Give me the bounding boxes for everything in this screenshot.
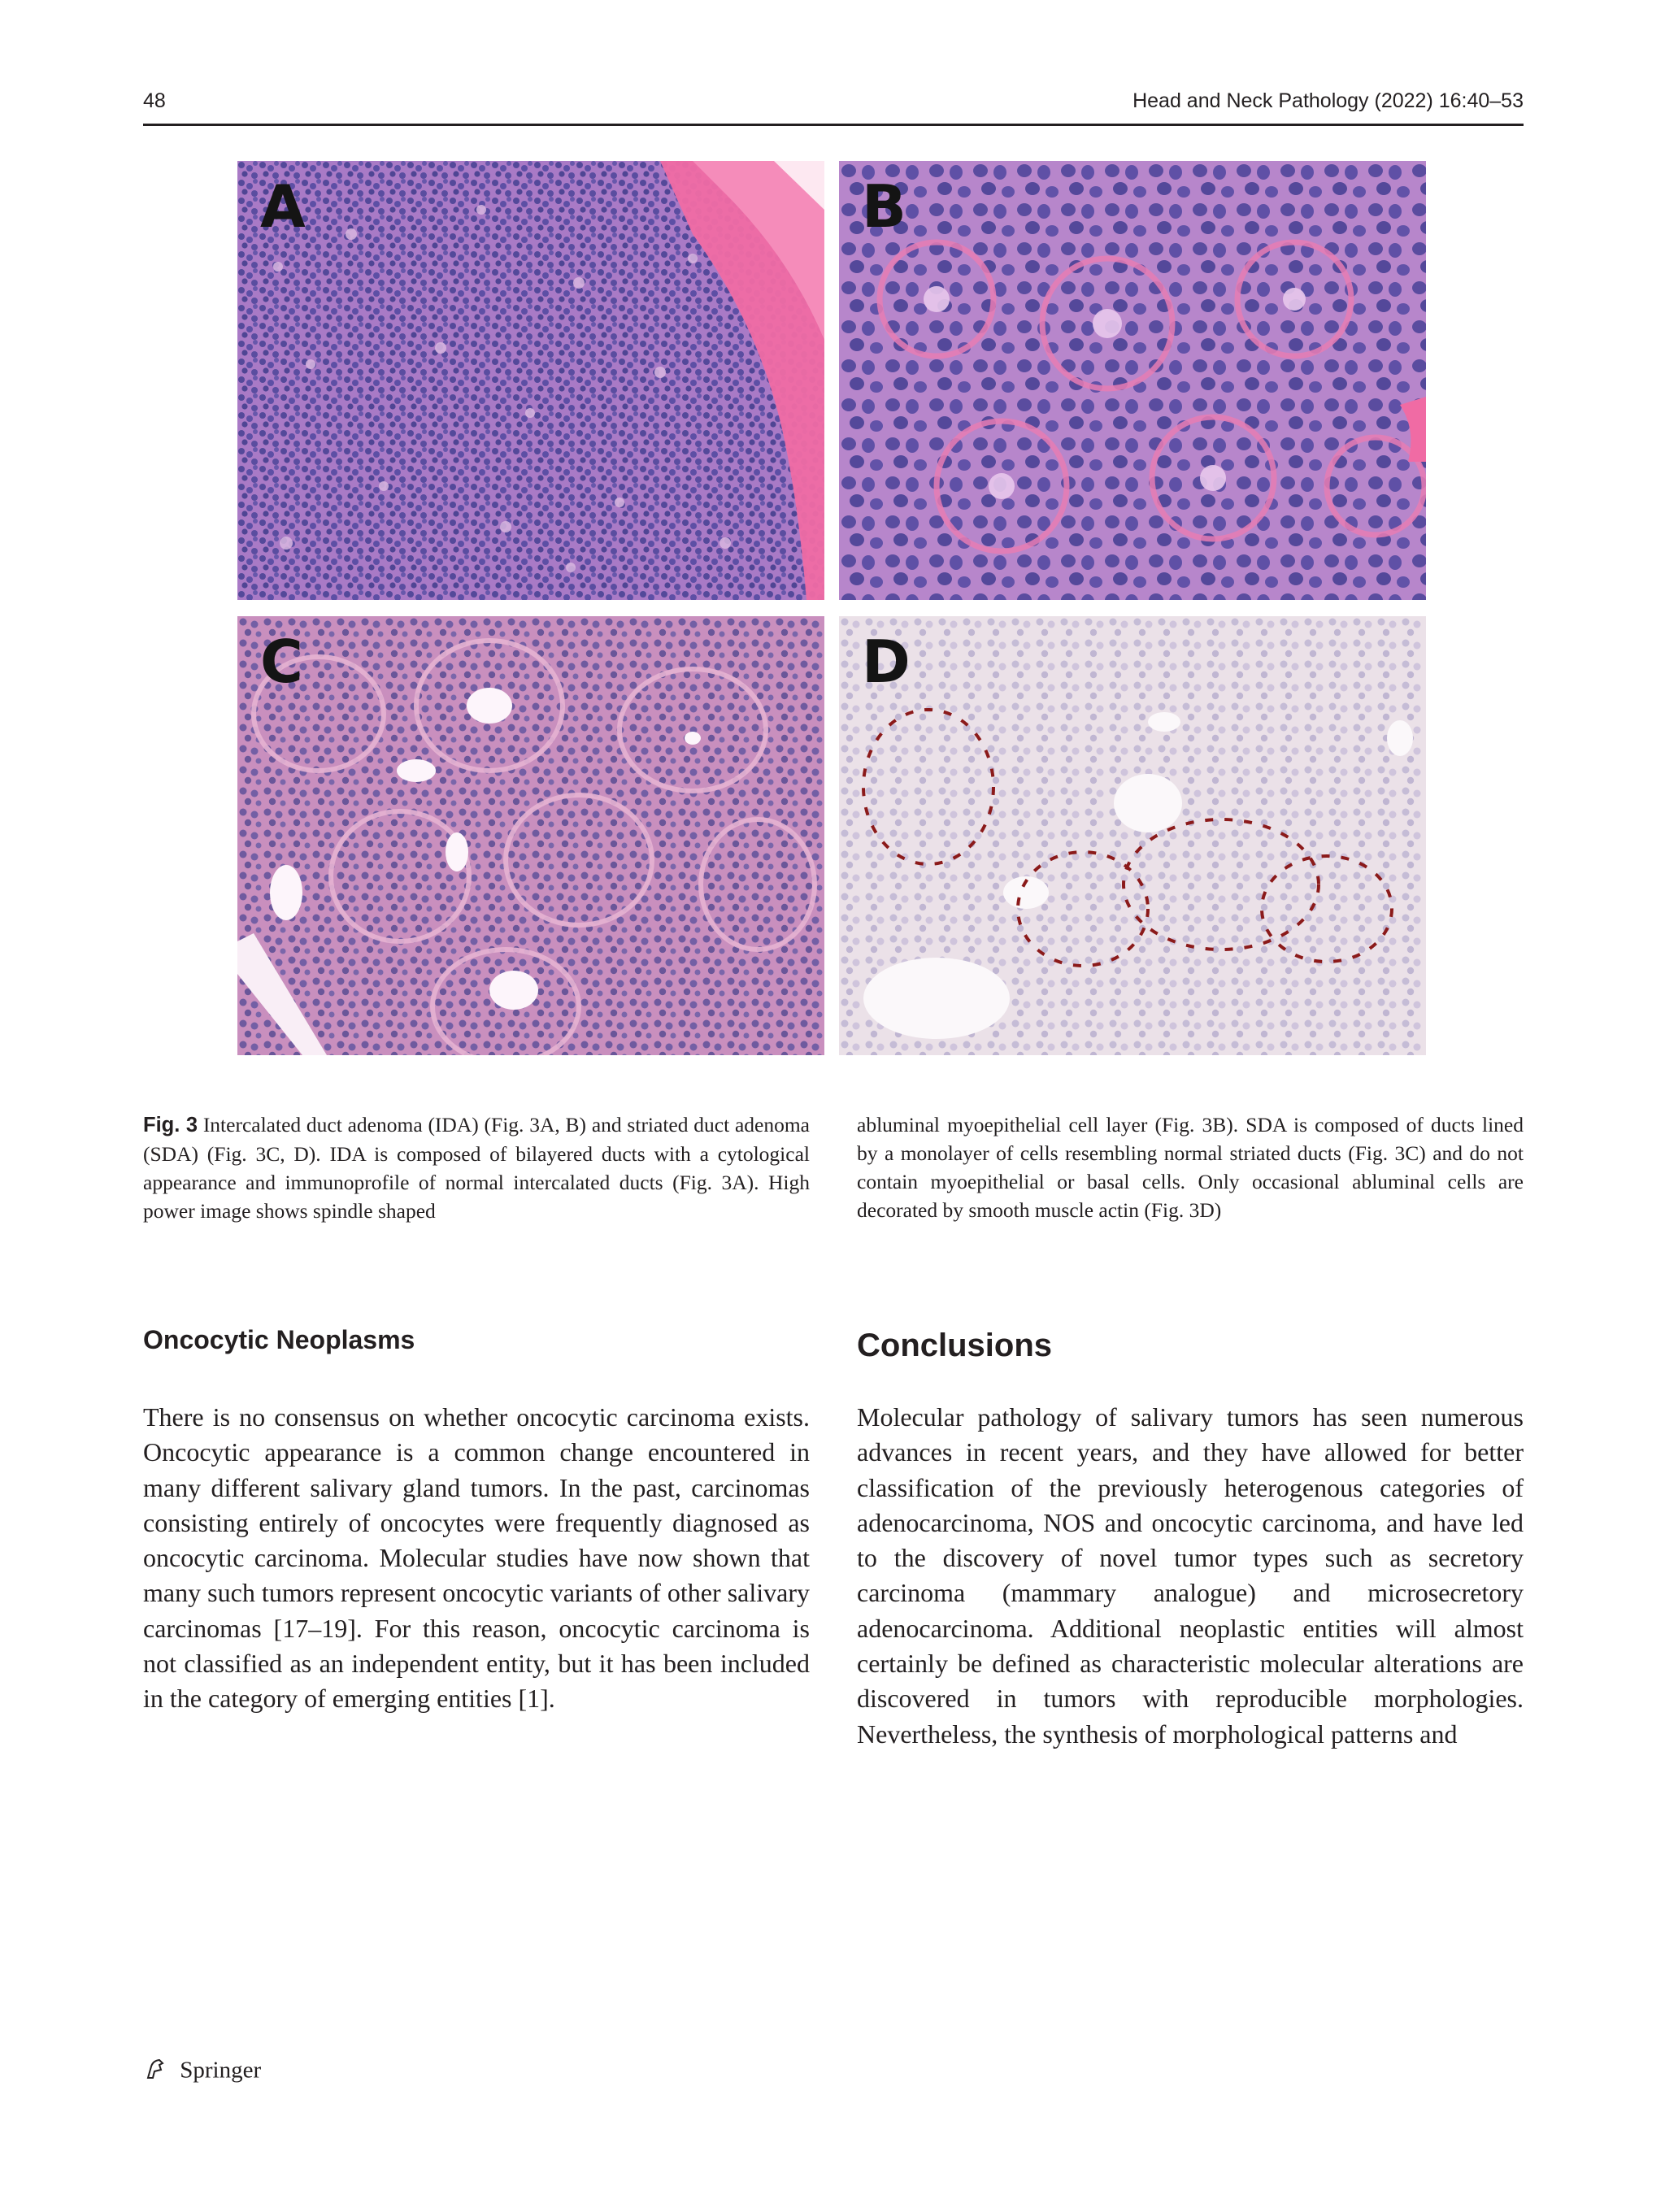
header-rule <box>143 124 1524 126</box>
panel-label-d: D <box>862 628 911 696</box>
figure-caption-text-right: abluminal myoepithelial cell layer (Fig. 3B). SDA is composed of ducts lined by a monolayer of cells resembling normal striated ducts (Fig. 3C) and do not contain myoepithelial or basal cells. Only occasional abluminal cells are decorated by smooth muscle actin (Fig. 3D) <box>857 1113 1524 1222</box>
section-body-conclusions: Molecular pathology of salivary tumors has seen numerous advances in recent years, and they have allowed for better classification of the previously heterogenous categories of adenocarcinoma, NOS and oncocytic carcinoma, and have led to the discovery of novel tumor types such as secretory carcinoma (mammary analogue) and microsecretory adenocarcinoma. Additional neoplastic entities will almost certainly be defined as characteristic molecular alterations are discovered in tumors with reproducible morphologies. Nevertheless, the synthesis of morphological patterns and <box>857 1402 1524 1749</box>
springer-horse-icon <box>143 2057 167 2088</box>
histology-image-b <box>839 161 1426 600</box>
histology-image-d <box>839 616 1426 1055</box>
figure-caption-right <box>857 1110 1524 1224</box>
figure-caption-text-left: Intercalated duct adenoma (IDA) (Fig. 3A, B) and striated duct adenoma (SDA) (Fig. 3C, D). IDA is composed of bilayered ducts with a cytological appearance and immunoprofile of normal intercalated ducts (Fig. 3A). High power image shows spindle shaped <box>143 1113 811 1223</box>
page-number: 48 <box>143 89 166 112</box>
figure-panel-b <box>839 161 1426 600</box>
figure-panel-a <box>237 161 824 600</box>
panel-label-b: B <box>862 172 907 241</box>
panel-label-c: C <box>260 628 304 696</box>
section-body-oncocytic: There is no consensus on whether oncocytic carcinoma exists. Oncocytic appearance is a common change encountered in many different salivary gland tumors. In the past, carcinomas consisting entirely of oncocytes were frequently diagnosed as oncocytic carcinoma. Molecular studies have now shown that many such tumors represent oncocytic variants of other salivary carcinomas [17–19]. For this reason, oncocytic carcinoma is not classified as an independent entity, but it has been included in the category of emerging entities [1]. <box>143 1402 810 1714</box>
running-header <box>143 89 1524 125</box>
journal-citation: Head and Neck Pathology (2022) 16:40–53 <box>1132 89 1524 112</box>
publisher-footer <box>143 2057 261 2088</box>
figure-caption-label: Fig. 3 <box>143 1114 198 1136</box>
figure-panel-c <box>237 616 824 1055</box>
panel-label-a: A <box>260 172 306 241</box>
histology-image-a <box>237 161 824 600</box>
figure-caption-left <box>143 1110 810 1225</box>
histology-image-c <box>237 616 824 1055</box>
figure-panel-d <box>839 616 1426 1055</box>
section-heading-oncocytic: Oncocytic Neoplasms <box>143 1325 415 1354</box>
publisher-name: Springer <box>180 2057 262 2084</box>
section-heading-conclusions: Conclusions <box>857 1328 1053 1363</box>
